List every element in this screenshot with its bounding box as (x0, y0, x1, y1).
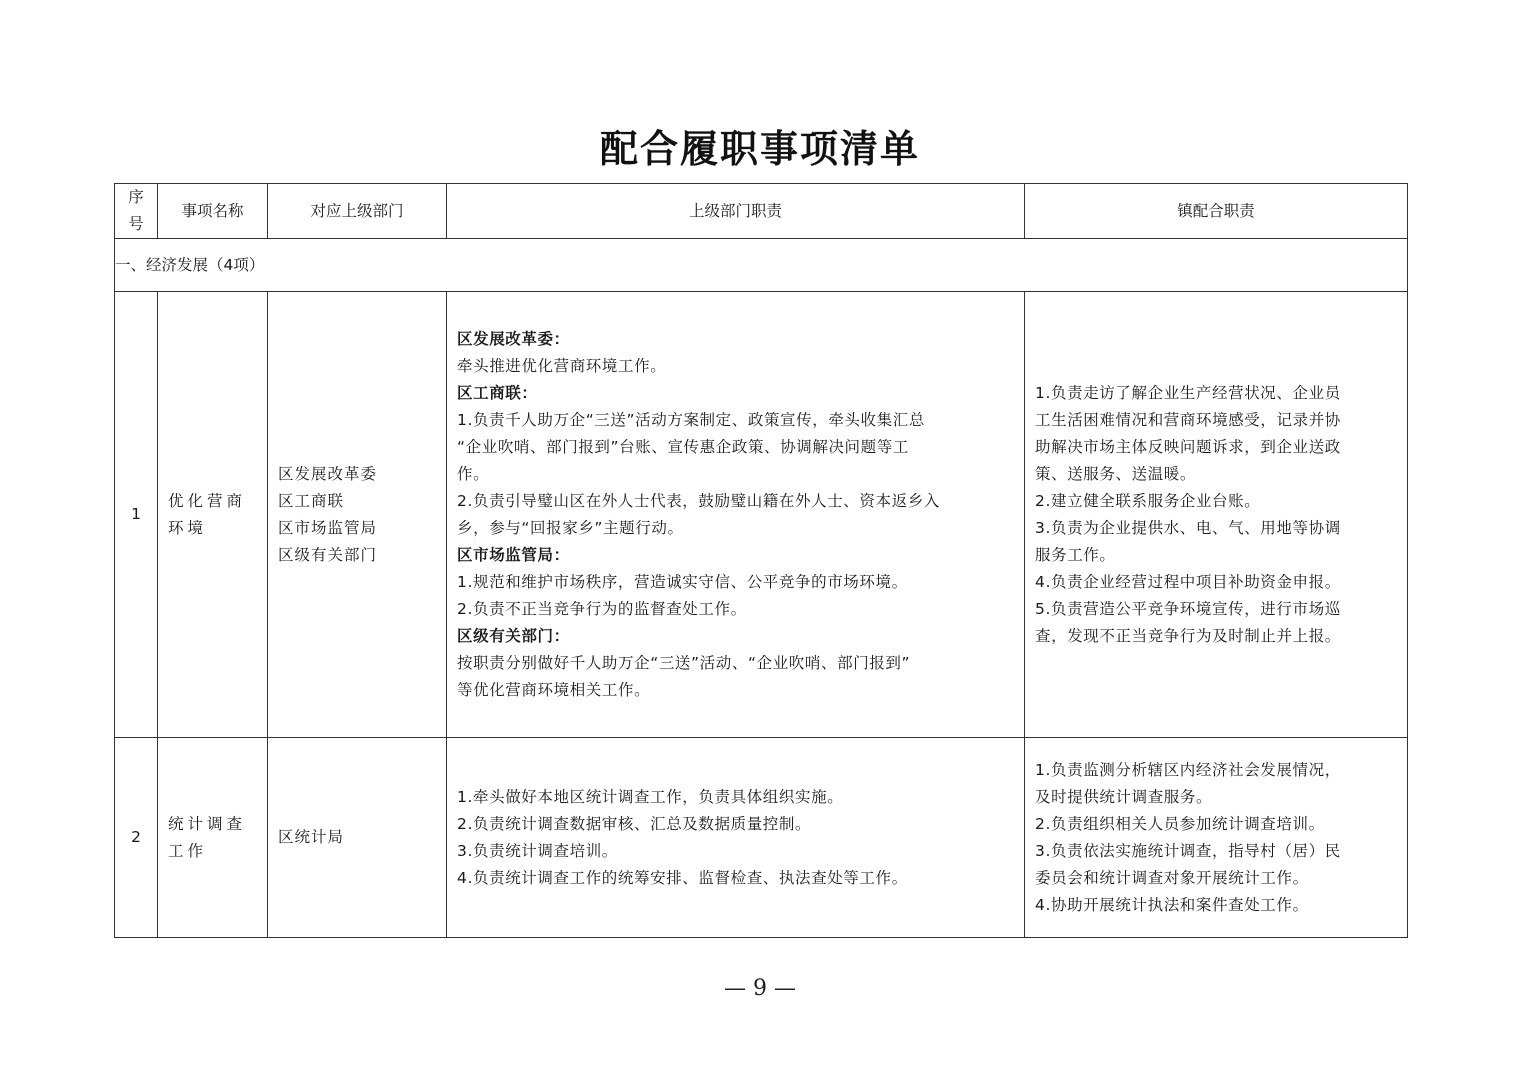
row-seq: 2 (115, 738, 158, 938)
text-line: 区市场监管局 (278, 518, 378, 537)
text-line: 区工商联 (278, 491, 345, 510)
table-row (115, 292, 1408, 738)
header-town: 镇配合职责 (1025, 184, 1408, 239)
row-duties (447, 738, 1025, 938)
header-seq: 序 号 (115, 184, 158, 239)
text-line: 按职责分别做好千人助万企“三送”活动、“企业吹哨、部门报到” (457, 653, 911, 672)
text-line: 2.负责统计调查数据审核、汇总及数据质量控制。 (457, 814, 812, 833)
row-depts (268, 292, 447, 738)
dept-heading: 区市场监管局： (457, 545, 570, 564)
text-line: 4.负责企业经营过程中项目补助资金申报。 (1035, 572, 1341, 591)
header-name: 事项名称 (158, 184, 268, 239)
page-number: — 9 — (724, 976, 796, 1001)
text-line: 2.负责组织相关人员参加统计调查培训。 (1035, 814, 1325, 833)
row-seq: 1 (115, 292, 158, 738)
text-line: 区统计局 (278, 828, 345, 846)
text-line: 及时提供统计调查服务。 (1035, 787, 1213, 806)
text-line: 4.协助开展统计执法和案件查处工作。 (1035, 895, 1309, 914)
text-line: 工生活困难情况和营商环境感受，记录并协 (1035, 410, 1341, 429)
text-line: 1.负责走访了解企业生产经营状况、企业员 (1035, 383, 1341, 402)
text-line: 作。 (457, 464, 490, 483)
section-row (115, 239, 1408, 292)
text-line: 乡，参与“回报家乡”主题行动。 (457, 518, 684, 537)
text-line: 牵头推进优化营商环境工作。 (457, 356, 667, 375)
dept-heading: 区工商联： (457, 383, 538, 402)
duty-table (114, 183, 1408, 938)
text-line: 查，发现不正当竞争行为及时制止并上报。 (1035, 626, 1341, 645)
text-line: 5.负责营造公平竞争环境宣传，进行市场巡 (1035, 599, 1341, 618)
row-name: 优化营商 环境 (158, 292, 268, 738)
row-name: 统计调查 工作 (158, 738, 268, 938)
document-title: 配合履职事项清单 (599, 126, 920, 171)
table-header-row (115, 184, 1408, 239)
text-line: 1.负责千人助万企“三送”活动方案制定、政策宣传，牵头收集汇总 (457, 410, 925, 429)
section-title: 一、经济发展（4项） (115, 239, 1408, 292)
table-row (115, 738, 1408, 938)
text-line: 3.负责统计调查培训。 (457, 841, 618, 860)
text-line: 区级有关部门 (278, 545, 378, 564)
dept-heading: 区发展改革委： (457, 329, 570, 348)
text-line: 策、送服务、送温暖。 (1035, 464, 1197, 483)
text-line: “企业吹哨、部门报到”台账、宣传惠企政策、协调解决问题等工 (457, 437, 909, 456)
text-line: 委员会和统计调查对象开展统计工作。 (1035, 868, 1309, 887)
text-line: 3.负责依法实施统计调查，指导村（居）民 (1035, 841, 1341, 860)
header-dept: 对应上级部门 (268, 184, 447, 239)
text-line: 服务工作。 (1035, 545, 1116, 564)
text-line: 2.负责引导璧山区在外人士代表，鼓励璧山籍在外人士、资本返乡入 (457, 491, 940, 510)
text-line: 1.负责监测分析辖区内经济社会发展情况， (1035, 760, 1341, 779)
text-line: 2.建立健全联系服务企业台账。 (1035, 491, 1261, 510)
text-line: 区发展改革委 (278, 464, 378, 483)
text-line: 2.负责不正当竞争行为的监督查处工作。 (457, 599, 747, 618)
text-line: 1.规范和维护市场秩序，营造诚实守信、公平竞争的市场环境。 (457, 572, 908, 591)
row-depts (268, 738, 447, 938)
row-town-duties (1025, 292, 1408, 738)
row-duties (447, 292, 1025, 738)
text-line: 4.负责统计调查工作的统筹安排、监督检查、执法查处等工作。 (457, 868, 908, 887)
dept-heading: 区级有关部门： (457, 626, 570, 645)
text-line: 助解决市场主体反映问题诉求，到企业送政 (1035, 437, 1341, 456)
text-line: 1.牵头做好本地区统计调查工作，负责具体组织实施。 (457, 787, 844, 806)
text-line: 3.负责为企业提供水、电、气、用地等协调 (1035, 518, 1341, 537)
row-town-duties (1025, 738, 1408, 938)
header-duty: 上级部门职责 (447, 184, 1025, 239)
text-line: 等优化营商环境相关工作。 (457, 680, 651, 699)
